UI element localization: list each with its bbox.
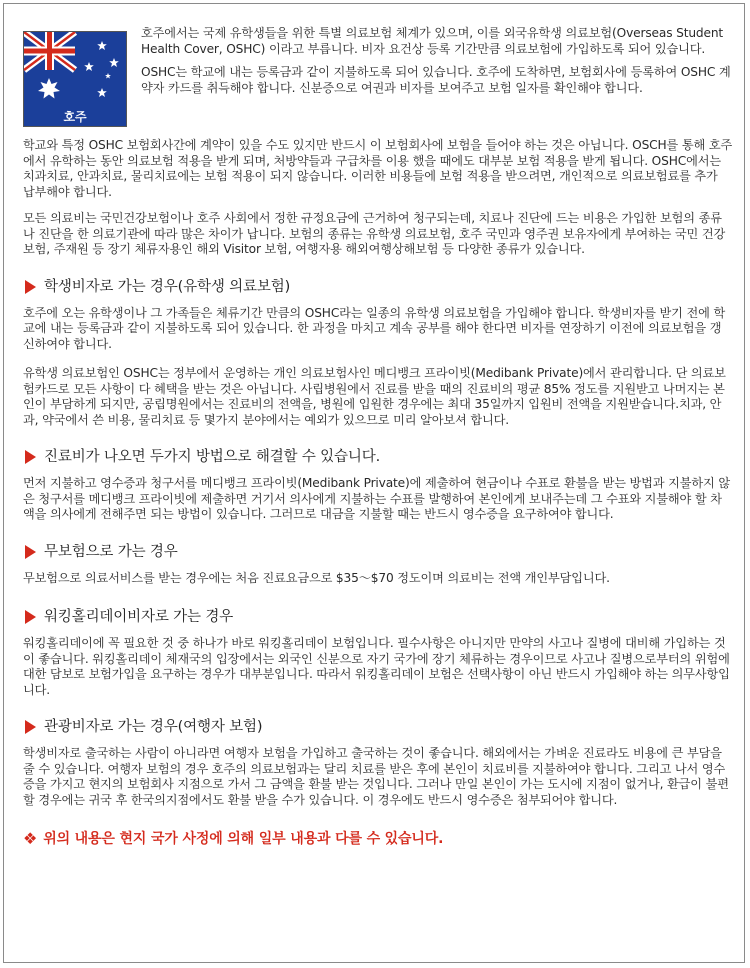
triangle-bullet-icon — [25, 720, 36, 734]
body-paragraph: 학교와 특정 OSHC 보험회사간에 계약이 있을 수도 있지만 반드시 이 보험회사에 보험을 들어야 하는 것은 아닙니다. OSCH를 통해 호주에서 유학하는 동안 의료보험 적용을 받게 되며, 처방약들과 구급차를 이용 했을 때에도 대부분 보험 적용을 받게 됩니다. OSHC에서는 치과치료, 안과치료, 물리치료에는 보험 적용이 되지 않습니다. 이러한 비용들에 보험 적용을 받으려면, 개인적으로 의료보험료를 추가 납부해야 합니다. — [23, 138, 733, 199]
section-paragraph: 유학생 의료보험인 OSHC는 정부에서 운영하는 개인 의료보험사인 메디뱅크 프라이빗(Medibank Private)에서 관리합니다. 단 의료보험카드로 모든 사항이 다 혜택을 받는 것은 아닙니다. 사립병원에서 진료를 받을 때의 진료비의 평균 85% 정도를 지원받고 나머지는 본인이 부담하게 되지만, 공립명원에서는 진료비의 전액을, 병원에 입원한 경우에는 최대 35일까지 입원비 전액을 지원받습니다.치과, 안과, 약국에서 쓴 비용, 물리치료 등 몇가지 분야에서는 예외가 있으므로 미리 알아보셔 합니다. — [23, 366, 726, 427]
triangle-bullet-icon — [25, 450, 36, 464]
section-paragraph: 워킹홀리데이에 꼭 필요한 것 중 하나가 바로 워킹홀리데이 보험입니다. 필수사항은 아니지만 만약의 사고나 질병에 대비해 가입하는 것이 좋습니다. 워킹홀리데이 체재국의 입장에서는 외국인 신분으로 자기 국가에 장기 체류하는 경우이므로 사고나 질병으로부터의 위험에 대한 담보로 보험가입을 요구하는 경우가 대부분입니다. 따라서 워킹홀리데이 보험은 선택사항이 아닌 반드시 가입해야 하는 의무사항입니다. — [23, 636, 730, 697]
section-paragraph: 먼저 지불하고 영수증과 청구서를 메디뱅크 프라이빗(Medibank Private)에 제출하여 현금이나 수표로 환불을 받는 방법과 지불하지 않은 청구서를 메디뱅크 프라이빗에 제출하면 거기서 의사에게 지불하는 수표를 발행하여 본인에게 보내주는데 그 수표와 지불해야 할 차액을 의사에게 전해주면 되는 방법이 있습니다. 그러므로 대금을 지불할 때는 반드시 영수증을 요구하여야 합니다. — [23, 476, 730, 521]
intro-text — [141, 26, 733, 96]
section-paragraph: 무보험으로 의료서비스를 받는 경우에는 처음 진료요금으로 $35～$70 정도이며 의료비는 전액 개인부담입니다. — [23, 570, 610, 585]
section-heading — [23, 718, 733, 736]
section-title: 학생비자로 가는 경우(유학생 의료보험) — [44, 278, 291, 295]
section-paragraph: 호주에 오는 유학생이나 그 가족들은 체류기간 만큼의 OSHC라는 일종의 유학생 의료보험을 가입해야 합니다. 학생비자를 받기 전에 학교에 내는 등록금과 같이 지불하도록 되어 있습니다. 한 과정을 마치고 계속 공부를 해야 한다면 비자를 연장하기 이전에 의료보험을 갱신하여야 합니다. — [23, 305, 726, 351]
document-frame — [3, 3, 745, 963]
body-paragraph: 모든 의료비는 국민건강보험이나 호주 사회에서 정한 규정요금에 근거하여 청구되는데, 치료나 진단에 드는 비용은 가입한 보험의 종류나 진단을 한 의료기관에 따라 많은 차이가 납니다. 보험의 종류는 유학생 의료보험, 호주 국민과 영주권 보유자에게 부여하는 국민 건강보험, 주재원 등 장기 체류자용인 해외 Visitor 보험, 여행자용 해외여행상해보험 등 다양한 종류가 있습니다. — [23, 211, 726, 256]
section-title: 무보험으로 가는 경우 — [44, 543, 178, 560]
intro-block — [23, 26, 733, 134]
section-title: 관광비자로 가는 경우(여행자 보험) — [44, 719, 263, 735]
intro-paragraph: 호주에서는 국제 유학생들을 위한 특별 의료보험 체계가 있으며, 이를 외국유학생 의료보험(Overseas Student Health Cover, OSHC) 이라고 부릅니다. 비자 요건상 등록 기간만큼 의료보험에 가입하도록 되어 있습니다. — [141, 26, 724, 56]
country-label: 호주 — [24, 108, 126, 126]
document-content — [23, 26, 733, 848]
section-title: 진료비가 나오면 두가지 방법으로 해결할 수 있습니다. — [44, 449, 381, 465]
section-heading — [23, 543, 733, 561]
section-heading — [23, 448, 733, 466]
notice-text: 위의 내용은 현지 국가 사정에 의해 일부 내용과 다를 수 있습니다. — [43, 831, 444, 847]
triangle-bullet-icon — [25, 610, 36, 624]
triangle-bullet-icon — [25, 545, 36, 559]
triangle-bullet-icon — [25, 280, 36, 294]
section-paragraph: 학생비자로 출국하는 사람이 아니라면 여행자 보험을 가입하고 출국하는 것이 좋습니다. 해외에서는 가벼운 진료라도 비용에 큰 부담을 줄 수 있습니다. 여행자 보험의 경우 호주의 의료보험과는 달리 치료를 받은 후에 본인이 치료비를 지불하여야 합니다. 그리고 나서 영수증을 가지고 현지의 보험회사 지점으로 가서 그 금액을 환불 받는 것입니다. 그러나 만일 본인이 가는 도시에 지점이 없거나, 환급이 불편할 경우에는 귀국 후 한국의지점에서도 환불 받을 수가 있습니다. 이 경우에도 반드시 영수증은 첨부되어야 합니다. — [23, 746, 729, 807]
australia-flag-icon — [24, 32, 126, 108]
australia-flag-badge — [23, 31, 127, 127]
notice — [23, 830, 733, 848]
section-heading — [23, 608, 733, 626]
intro-paragraph: OSHC는 학교에 내는 등록금과 같이 지불하도록 되어 있습니다. 호주에 도착하면, 보험회사에 등록하여 OSHC 계약자 카드를 취득해야 합니다. 신분증으로 여권과 비자를 보여주고 보험 일자를 확인해야 합니다. — [141, 65, 731, 95]
section-title: 워킹홀리데이비자로 가는 경우 — [44, 609, 234, 625]
four-diamond-icon: ❖ — [23, 829, 38, 848]
section-heading — [23, 278, 733, 296]
